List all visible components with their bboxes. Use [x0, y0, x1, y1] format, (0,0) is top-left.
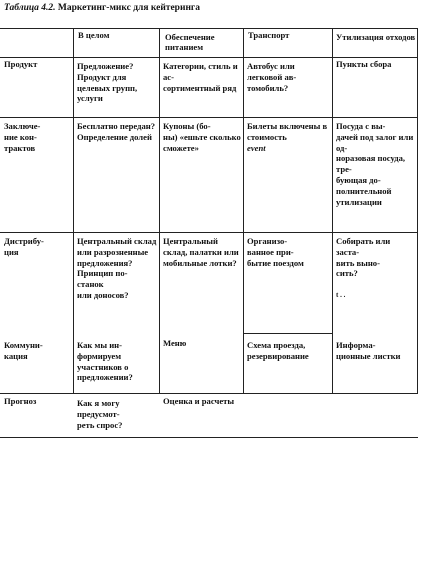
distribution-waste-mark: t . . — [336, 291, 346, 299]
contracts-general: Бесплатно передан? Определение долей — [77, 121, 156, 142]
header-transport: Транспорт — [248, 30, 290, 40]
rule-top — [0, 28, 418, 29]
forecast-general: Как я могу предусмот- реть спрос? — [77, 398, 123, 430]
communication-waste: Информа- ционные листки — [336, 340, 401, 361]
row-label-forecast: Прогноз — [4, 396, 37, 406]
rule-after-contracts — [0, 232, 418, 233]
table-caption-text: Маркетинг-микс для кейтеринга — [57, 3, 200, 13]
product-general: Предложение? Продукт для целевых групп, услуги — [77, 61, 138, 104]
row-label-product: Продукт — [4, 59, 38, 69]
header-waste: Утилизация отходов — [336, 32, 416, 42]
header-catering: Обеспечение питанием — [165, 32, 215, 53]
contracts-waste: Посуда с вы- дачей под залог или од- норазовая посуда, тре- бующая до- полнительной утилизации — [336, 121, 414, 207]
distribution-general: Центральный склад или разрозненные предложения? Принцип по- станок или доносов? — [77, 236, 157, 300]
distribution-catering: Центральный склад, палатки или мобильные лотки? — [163, 236, 239, 268]
table-caption-label: Таблица 4.2. — [4, 3, 56, 13]
rule-col-3 — [243, 28, 244, 393]
row-label-contracts: Заключе- ние кон- трактов — [4, 121, 41, 153]
communication-catering: Меню — [163, 338, 187, 348]
contracts-catering: Купоны (бо- ны) «ешьте сколько сможете» — [163, 121, 241, 153]
contracts-transport-text: Билеты включены в стоимость — [247, 121, 328, 142]
rule-after-product — [0, 117, 418, 118]
contracts-transport — [247, 121, 331, 153]
rule-bottom — [0, 437, 418, 438]
row-label-communication: Коммуни- кация — [4, 340, 43, 361]
product-transport: Автобус или легковой ав- томобиль? — [247, 61, 297, 93]
header-general: В целом — [78, 30, 110, 40]
communication-transport: Схема проезда, резервирование — [247, 340, 309, 361]
rule-col-1 — [73, 28, 74, 393]
forecast-catering: Оценка и расчеты — [163, 396, 235, 406]
rule-transport-distribution-bottom — [243, 333, 332, 334]
rule-col-4 — [332, 28, 333, 393]
contracts-transport-event: event — [247, 142, 266, 153]
row-label-distribution: Дистрибу- ция — [4, 236, 44, 257]
rule-after-communication — [0, 393, 418, 394]
distribution-waste: Собирать или заста- вить выно- сить? — [336, 236, 391, 279]
table-caption — [4, 3, 200, 13]
distribution-transport: Организо- ванное при- бытие поездом — [247, 236, 304, 268]
communication-general: Как мы ин- формируем участников о предложении? — [77, 340, 133, 383]
product-waste: Пункты сбора — [336, 59, 392, 69]
rule-col-2 — [159, 28, 160, 393]
rule-header-bottom — [0, 57, 418, 58]
product-catering: Категории, стиль и ас- сортиментный ряд — [163, 61, 238, 93]
rule-right — [417, 28, 418, 393]
